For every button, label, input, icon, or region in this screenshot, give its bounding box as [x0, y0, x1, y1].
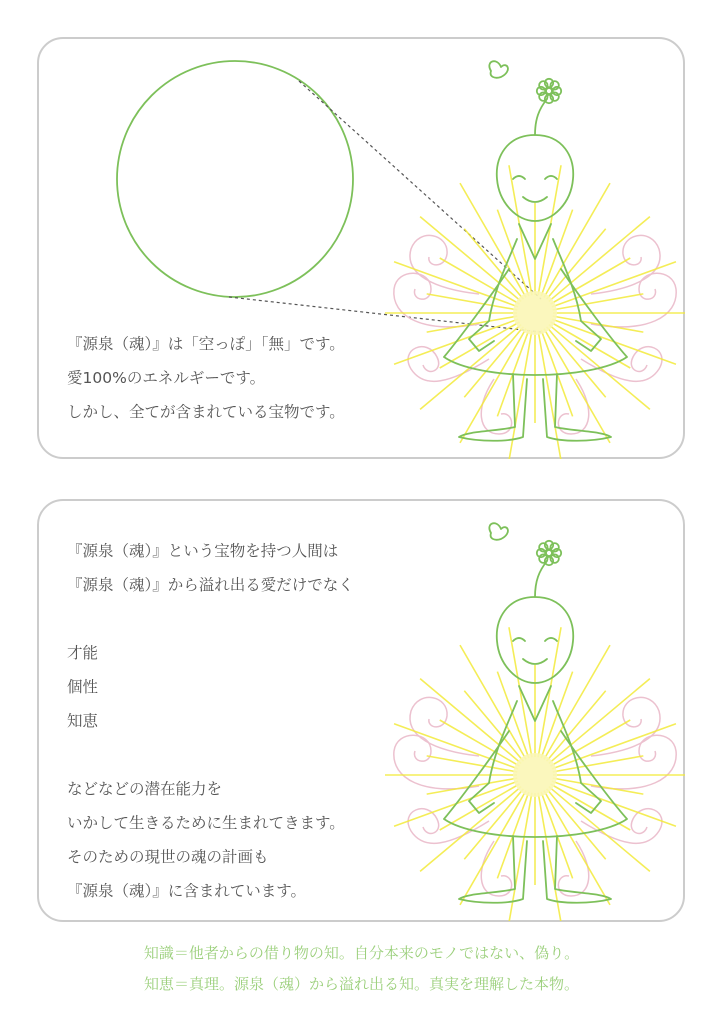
sprout-stem [535, 561, 547, 597]
card2-line: 『源泉（魂）』という宝物を持つ人間は [67, 542, 339, 560]
light-ray [549, 679, 650, 764]
light-ray [420, 679, 521, 764]
right-eye [545, 638, 557, 641]
card2-line: いかして生きるために生まれてきます。 [67, 814, 345, 832]
smile [523, 197, 547, 202]
light-ray [420, 217, 521, 302]
light-ray [544, 791, 610, 905]
wing-swirl [481, 379, 511, 434]
wing-swirl [410, 697, 479, 756]
sprout-stem [535, 99, 547, 135]
child-figure-with-light [385, 61, 685, 459]
card2-line: 知恵 [67, 712, 99, 730]
wing-swirl [410, 235, 479, 294]
flower-center [546, 88, 552, 94]
wing-swirl [558, 841, 588, 896]
card2-line: などなどの潜在能力を [67, 780, 223, 798]
card2-line: 『源泉（魂）』から溢れ出る愛だけでなく [67, 576, 354, 594]
smile [523, 659, 547, 664]
card1-line: 愛100%のエネルギーです。 [67, 369, 266, 387]
left-eye [513, 638, 525, 641]
card1-text [67, 327, 345, 429]
blank-line [67, 602, 354, 636]
light-ray [544, 329, 610, 443]
heart-glow [513, 753, 557, 797]
butterfly [489, 61, 508, 78]
footer-knowledge-definition: 知識＝他者からの借り物の知。自分本来のモノではない、偽り。 [143, 944, 580, 962]
light-ray [538, 165, 561, 295]
card2-line: 才能 [67, 644, 99, 662]
blank-line [67, 738, 354, 772]
wing-swirl [481, 841, 511, 896]
heart-glow [513, 291, 557, 335]
light-ray [538, 627, 561, 757]
wing-swirl [591, 697, 660, 756]
light-ray [460, 329, 526, 443]
child-figure-with-light [385, 523, 685, 921]
card-source-empty [37, 37, 685, 459]
right-leg-outline [543, 836, 611, 903]
card1-line: しかし、全てが含まれている宝物です。 [67, 403, 345, 421]
card2-line: 個性 [67, 678, 99, 696]
right-leg-outline [543, 374, 611, 441]
card-treasure-potential [37, 499, 685, 922]
light-ray [509, 165, 532, 295]
left-eye [513, 176, 525, 179]
light-ray [509, 627, 532, 757]
light-ray [549, 217, 650, 302]
card1-line: 『源泉（魂）』は「空っぽ」「無」です。 [67, 335, 345, 353]
left-leg-outline [459, 836, 527, 903]
card2-text [67, 534, 354, 908]
wing-swirl [591, 235, 660, 294]
flower-center [546, 550, 552, 556]
light-ray [460, 791, 526, 905]
card2-line: 『源泉（魂）』に含まれています。 [67, 882, 307, 900]
left-leg-outline [459, 374, 527, 441]
footer-wisdom-definition: 知恵＝真理。源泉（魂）から溢れ出る知。真実を理解した本物。 [143, 975, 579, 993]
card2-line: そのための現世の魂の計画も [67, 848, 269, 866]
right-eye [545, 176, 557, 179]
magnified-soul-circle [117, 61, 353, 297]
butterfly [489, 523, 508, 540]
wing-swirl [558, 379, 588, 434]
